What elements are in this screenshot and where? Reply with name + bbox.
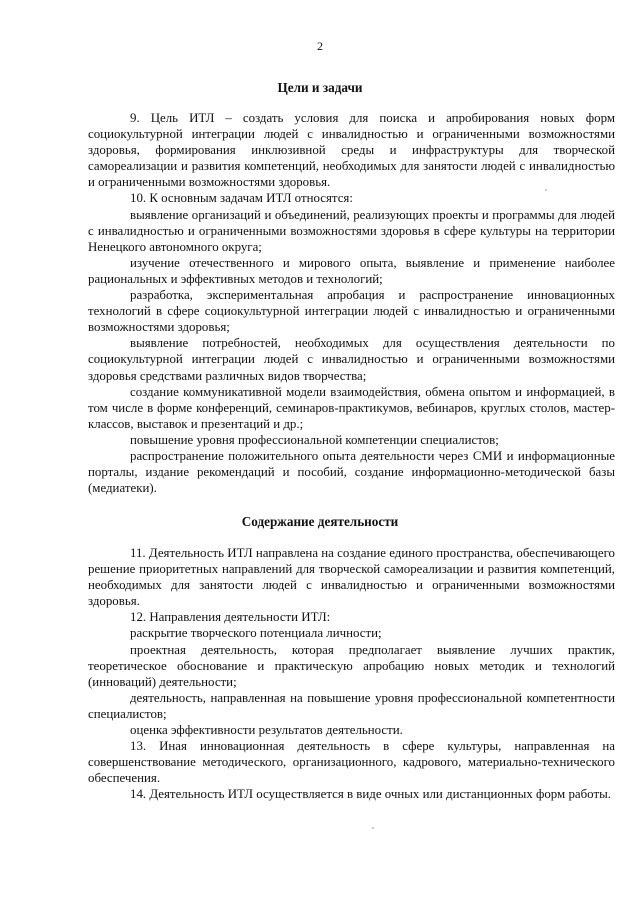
- paragraph: выявление потребностей, необходимых для осуществления деятельности по социокультурной интеграции людей с инвалидностью и ограниченными возможностями здоровья средствами различных видов творчества;: [88, 336, 615, 383]
- section-heading-goals: Цели и задачи: [277, 80, 363, 95]
- paragraph: оценка эффективности результатов деятельности.: [130, 723, 403, 738]
- paragraph: 13. Иная инновационная деятельность в сфере культуры, направленная на совершенствование методического, организационного, кадрового, материально-технического обеспечения.: [88, 739, 615, 786]
- page-number: 2: [317, 39, 323, 53]
- paragraph: 11. Деятельность ИТЛ направлена на создание единого пространства, обеспечивающего решение приоритетных направлений для творческой самореализации и развития компетенций, необходимых для занятости людей с инвалидностью и ограниченными возможностями здоровья.: [88, 546, 615, 609]
- paragraph: 9. Цель ИТЛ – создать условия для поиска и апробирования новых форм социокультурной интеграции людей с инвалидностью и ограниченными возможностями здоровья, формирования инклюзивной среды и инфраструктуры для творческой самореализации и развития компетенций, необходимых для занятости людей с инвалидностью и ограниченными возможностями здоровья.: [88, 111, 615, 190]
- paragraph: 12. Направления деятельности ИТЛ:: [130, 610, 331, 625]
- section-heading-activities: Содержание деятельности: [241, 514, 399, 529]
- scan-speck: [545, 189, 547, 191]
- paragraph: 10. К основным задачам ИТЛ относятся:: [130, 191, 353, 206]
- scan-speck: [372, 827, 374, 829]
- paragraph: создание коммуникативной модели взаимодействия, обмена опытом и информацией, в том числе в форме конференций, семинаров-практикумов, вебинаров, круглых столов, мастер-классов, выставок и презентаций и др.;: [88, 384, 615, 431]
- paragraph: изучение отечественного и мирового опыта, выявление и применение наиболее рациональных и эффективных методов и технологий;: [88, 255, 615, 286]
- paragraph: повышение уровня профессиональной компетенции специалистов;: [130, 432, 499, 447]
- activities-section-body: [88, 545, 615, 803]
- paragraph: разработка, экспериментальная апробация и распространение инновационных технологий в сфере социокультурной интеграции людей с инвалидностью и ограниченными возможностями здоровья;: [88, 288, 615, 335]
- paragraph: выявление организаций и объединений, реализующих проекты и программы для людей с инвалидностью и ограниченными возможностями здоровья в сфере культуры на территории Ненецкого автономного округа;: [88, 207, 615, 254]
- paragraph: 14. Деятельность ИТЛ осуществляется в виде очных или дистанционных форм работы.: [130, 787, 611, 802]
- paragraph: проектная деятельность, которая предполагает выявление лучших практик, теоретическое обоснование и практическую апробацию новых методик и технологий (инноваций) деятельности;: [88, 642, 615, 689]
- paragraph: распространение положительного опыта деятельности через СМИ и информационные порталы, издание рекомендаций и пособий, создание информационно-методической базы (медиатеки).: [88, 448, 615, 496]
- paragraph: деятельность, направленная на повышение уровня профессиональной компетентности специалистов;: [88, 690, 615, 721]
- goals-section-body: [88, 110, 615, 496]
- paragraph: раскрытие творческого потенциала личности;: [130, 626, 382, 641]
